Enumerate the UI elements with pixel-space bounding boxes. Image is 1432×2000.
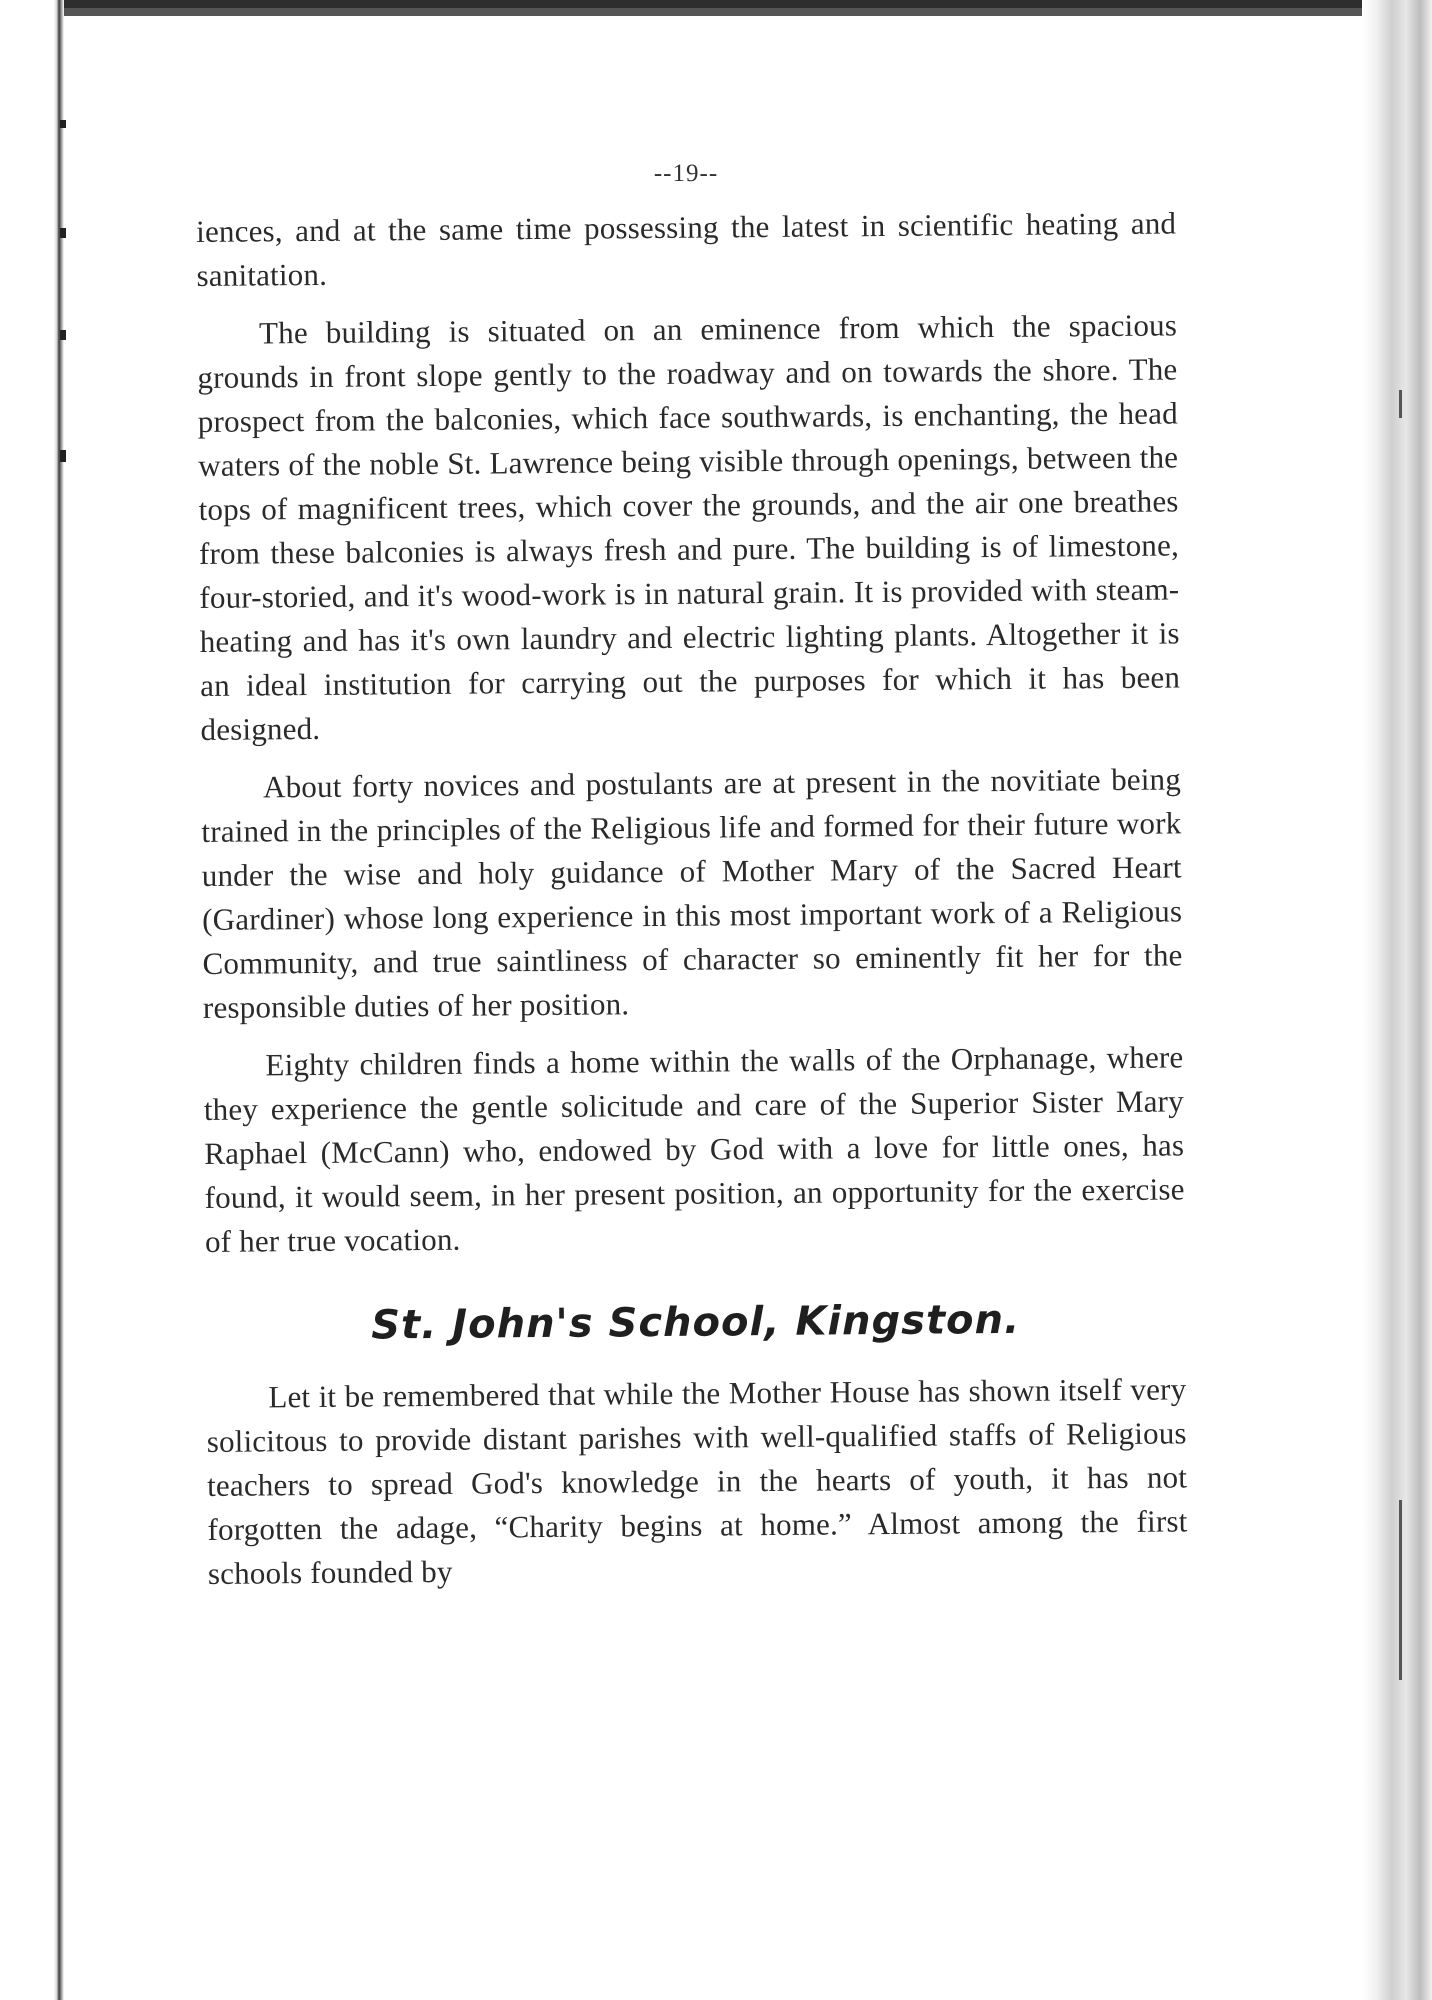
paragraph-continued: iences, and at the same time possessing the latest in scientific heating and sanitation. bbox=[196, 205, 1177, 293]
edge-mark bbox=[1399, 1500, 1402, 1680]
binding-mark bbox=[60, 450, 66, 462]
page-number: --19-- bbox=[653, 160, 719, 187]
paragraph-novitiate: About forty novices and postulants are at present in the novitiate being trained in the principles of the Religious life and formed for their future work under the wise and holy guidance of Mother Mary of the Sacred Heart (Gardiner) whose long experience in this most important work of a Religious Community, and true saintliness of character so eminently fit her for the responsible duties of her position. bbox=[201, 761, 1183, 1025]
paragraph-st-johns: Let it be remembered that while the Mother House has shown itself very solicitous to provide distant parishes with well-qualified staffs of Religious teachers to spread God's knowledge in the hearts of youth, it has not forgotten the adage, “Charity begins at home.” Almost among the first schools founded by bbox=[206, 1371, 1188, 1591]
book-page bbox=[196, 160, 1188, 1820]
page-body bbox=[196, 201, 1188, 1609]
binding-mark bbox=[60, 330, 66, 340]
section-heading: St. John's School, Kingston. bbox=[371, 1296, 1021, 1349]
scan-left-binding bbox=[0, 0, 64, 2000]
paragraph-orphanage: Eighty children finds a home within the walls of the Orphanage, where they experience the gentle solicitude and care of the Superior Sister Mary Raphael (McCann) who, endowed by God with a love for little ones, has found, it would seem, in her present position, an opportunity for the exercise of her true vocation. bbox=[203, 1039, 1185, 1259]
binding-mark bbox=[60, 228, 66, 238]
binding-mark bbox=[60, 120, 66, 128]
edge-mark bbox=[1399, 390, 1402, 418]
scan-right-edge bbox=[1362, 0, 1432, 2000]
scan-top-border bbox=[0, 0, 1432, 16]
paragraph-building: The building is situated on an eminence from which the spacious grounds in front slope gently to the roadway and on towards the shore. The prospect from the balconies, which face southwards, is enchanting, the head waters of the noble St. Lawrence being visible through openings, between the tops of magnificent trees, which cover the grounds, and the air one breathes from these balconies is always fresh and pure. The building is of limestone, four-storied, and it's wood-work is in natural grain. It is provided with steam-heating and has it's own laundry and electric lighting plants. Altogether it is an ideal institution for carrying out the purposes for which it has been designed. bbox=[197, 307, 1181, 747]
scan-top-border-inner bbox=[60, 8, 1380, 16]
